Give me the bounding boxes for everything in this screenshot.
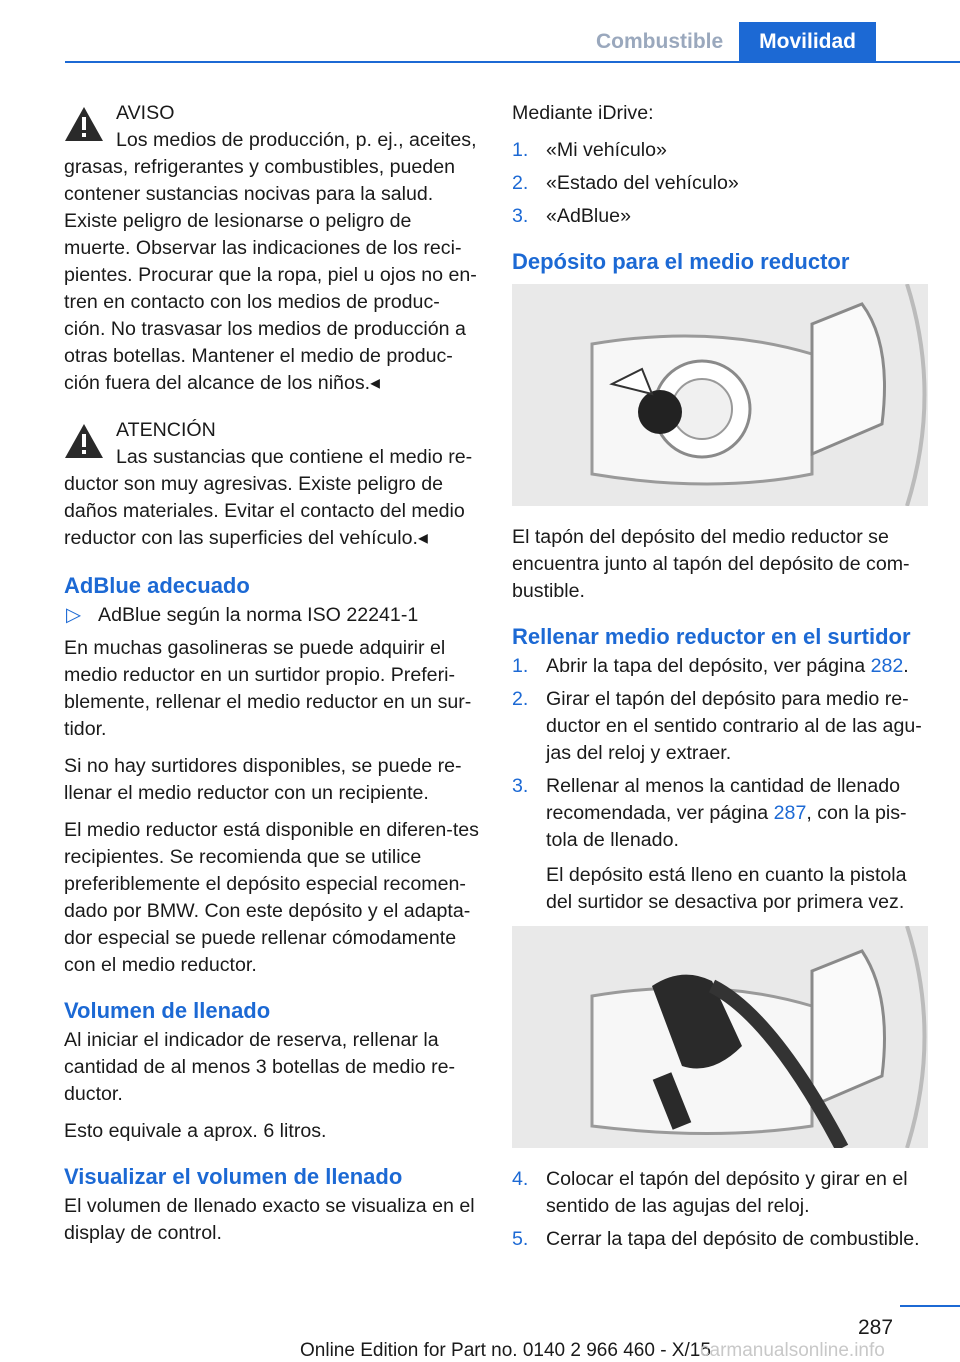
idrive-intro: Mediante iDrive: [512, 102, 654, 124]
list-item [64, 602, 480, 629]
header-tabs [580, 22, 876, 62]
page-number: 287 [858, 1316, 894, 1339]
warning-icon [64, 106, 104, 142]
right-column [512, 100, 928, 1263]
list-item: 2. «Estado del vehículo» [512, 172, 739, 194]
page-link-287[interactable]: 287 [773, 802, 807, 824]
idrive-steps [512, 137, 928, 230]
list-item: 4. Colocar el tapón del depósito y girar en el sentido de las agujas del reloj. [512, 1168, 908, 1217]
paragraph: En muchas gasolineras se puede adquirir el medio reductor en un surtidor propio. Preferi-blemente, rellenar el medio reductor en un sur-tidor. [64, 637, 472, 740]
warning-title: AVISO [116, 102, 175, 124]
footer-edition: Online Edition for Part no. 0140 2 966 460 - X/15 [300, 1340, 711, 1361]
warning-aviso [64, 100, 480, 397]
list-item: 3. Rellenar al menos la cantidad de llenado recomendada, ver página 287, con la pis-tola de llenado. El depósito está lleno en cuanto la pistola del surtidor se desactiva por primera vez. [512, 773, 928, 916]
list-item: 1. «Mi vehículo» [512, 139, 667, 161]
step-note: El depósito está lleno en cuanto la pistola del surtidor se desactiva por primera vez. [546, 864, 907, 913]
left-column [64, 100, 480, 1257]
warning-title: ATENCIÓN [116, 419, 216, 441]
section-heading-visualizar: Visualizar el volumen de llenado [64, 1164, 403, 1189]
list-item: 5. Cerrar la tapa del depósito de combustible. [512, 1228, 920, 1250]
paragraph: El medio reductor está disponible en diferen-tes recipientes. Se recomienda que se utilice preferiblemente el depósito especial recomen-dado por BMW. Con este depósito y el adapta-dor especial se puede rellenar cómodamente con el medio reductor. [64, 819, 479, 976]
bullet-triangle-icon: ▷ [66, 604, 82, 626]
paragraph: Esto equivale a aprox. 6 litros. [64, 1120, 327, 1142]
page-link-282[interactable]: 282 [870, 655, 904, 677]
figure-tank-cap [512, 284, 928, 506]
tank-cap-illustration [512, 284, 928, 506]
footer-divider [900, 1305, 960, 1307]
header-divider [65, 61, 960, 63]
tab-movilidad[interactable]: Movilidad [739, 22, 876, 62]
section-heading-deposito: Depósito para el medio reductor [512, 249, 850, 274]
paragraph: El volumen de llenado exacto se visualiza en el display de control. [64, 1195, 475, 1244]
refill-steps [512, 653, 928, 916]
figure-refill-nozzle [512, 926, 928, 1148]
section-heading-volumen: Volumen de llenado [64, 998, 271, 1023]
paragraph: Si no hay surtidores disponibles, se puede re-llenar el medio reductor con un recipiente. [64, 755, 462, 804]
section-heading-adblue: AdBlue adecuado [64, 573, 250, 598]
list-item: 2. Girar el tapón del depósito para medio re-ductor en el sentido contrario al de las agu-jas del reloj y extraer. [512, 688, 922, 764]
list-item: 1. Abrir la tapa del depósito, ver página 282. [512, 655, 909, 677]
list-item: 3. «AdBlue» [512, 205, 631, 227]
watermark: carmanualsonline.info [700, 1340, 885, 1361]
refill-nozzle-illustration [512, 926, 928, 1148]
warning-text: Las sustancias que contiene el medio re-ductor son muy agresivas. Existe peligro de daños materiales. Evitar el contacto del medio reductor con las superficies del vehículo.◂ [64, 446, 473, 549]
section-heading-rellenar: Rellenar medio reductor en el surtidor [512, 624, 911, 649]
refill-steps-continued [512, 1166, 928, 1253]
figure-caption: El tapón del depósito del medio reductor se encuentra junto al tapón del depósito de com-bustible. [512, 526, 910, 602]
warning-atencion [64, 417, 480, 552]
warning-text: Los medios de producción, p. ej., aceites, grasas, refrigerantes y combustibles, pueden contener sustancias nocivas para la salud. Existe peligro de lesionarse o peligro de muerte. Observar las indicaciones de los reci-pientes. Procurar que la ropa, piel u ojos no en-tren en contacto con los medios de produc-ción. No trasvasar los medios de producción a otras botellas. Mantener el medio de produc-ción fuera del alcance de los niños.◂ [64, 129, 477, 394]
paragraph: Al iniciar el indicador de reserva, rellenar la cantidad de al menos 3 botellas de medio re-ductor. [64, 1029, 456, 1105]
bullet-text: AdBlue según la norma ISO 22241-1 [98, 604, 419, 626]
tab-combustible[interactable]: Combustible [580, 22, 739, 62]
warning-icon [64, 423, 104, 459]
